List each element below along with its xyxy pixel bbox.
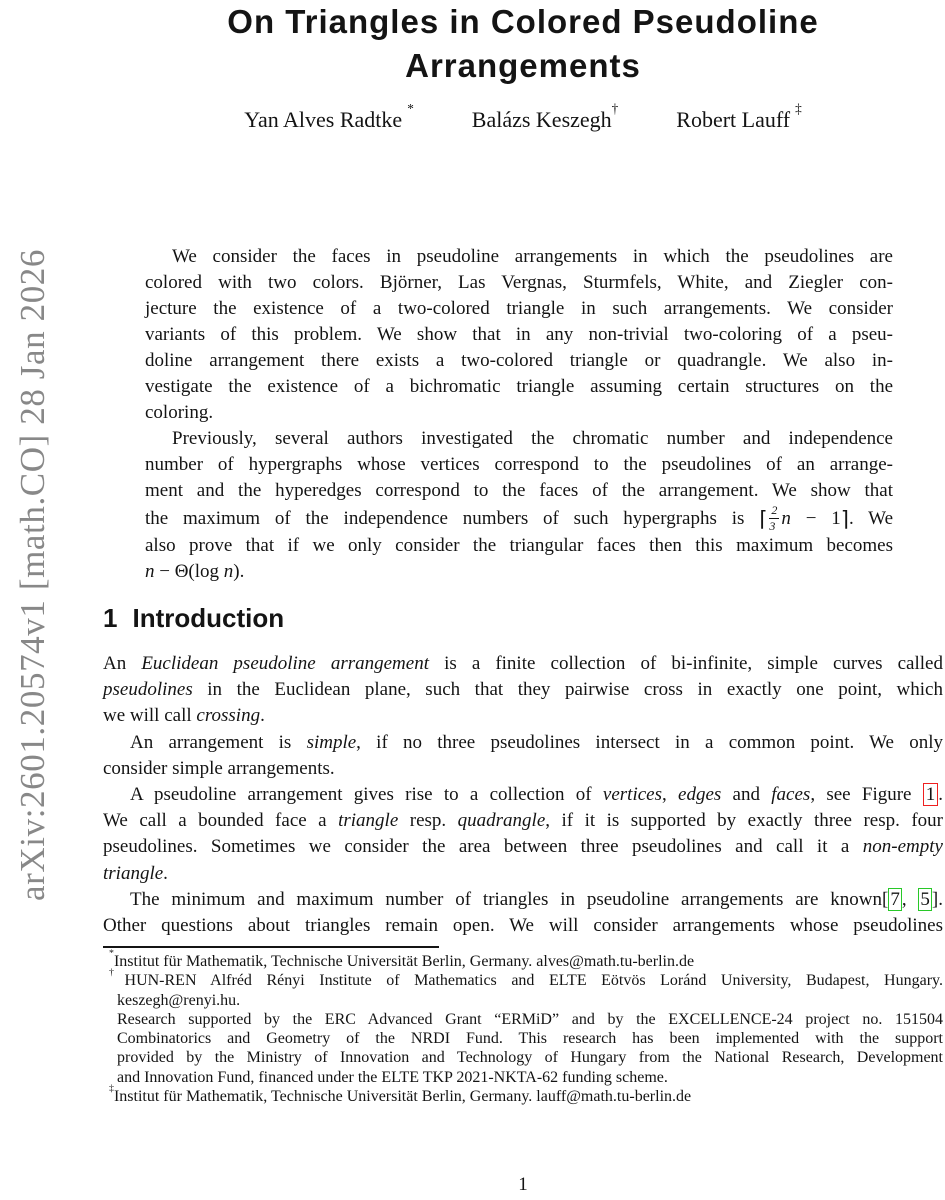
term-quadrangle: quadrangle bbox=[457, 810, 546, 832]
paragraph-line: triangle. bbox=[103, 862, 168, 884]
fraction-denominator: 3 bbox=[769, 519, 776, 534]
footnote-line: †HUN-REN Alfréd Rényi Institute of Mathematics and ELTE Eötvös Loránd University, Budapest, Hungary. bbox=[109, 967, 944, 990]
paragraph-line: Other questions about triangles remain open. We will consider arrangements whose pseudolines bbox=[103, 915, 943, 937]
figure-1-link[interactable]: 1 bbox=[923, 783, 939, 806]
abstract-line: variants of this problem. We show that in any non-trivial two-coloring of a pseu- bbox=[145, 324, 893, 345]
abstract-line: vestigate the existence of a bichromatic triangle assuming certain structures on the bbox=[145, 376, 893, 397]
footnotes bbox=[103, 947, 944, 1106]
author-2 bbox=[471, 100, 619, 133]
page-number: 1 bbox=[518, 1174, 528, 1195]
abstract-line: ment and the hyperedges correspond to the faces of the arrangement. We show that bbox=[145, 480, 893, 501]
term-vertices: vertices bbox=[602, 784, 662, 806]
math-theta-log: − Θ(log bbox=[154, 561, 224, 583]
math-tail: ). bbox=[233, 561, 245, 583]
fraction-numerator: 2 bbox=[769, 504, 779, 519]
author-1-name: Yan Alves Radtke bbox=[244, 107, 403, 132]
author-list bbox=[103, 100, 943, 133]
paper-title bbox=[103, 0, 943, 88]
right-ceiling-symbol: ⌉ bbox=[840, 507, 849, 532]
paragraph-line: we will call crossing. bbox=[103, 705, 265, 727]
paragraph-line: An Euclidean pseudoline arrangement is a finite collection of bi-infinite, simple curves called bbox=[103, 653, 943, 674]
left-ceiling-symbol: ⌈ bbox=[759, 507, 768, 532]
section-title: Introduction bbox=[132, 603, 285, 633]
term-non-empty: non-empty bbox=[862, 836, 943, 858]
abstract bbox=[145, 244, 893, 585]
term-triangle: triangle bbox=[338, 810, 399, 832]
paragraph-line: An arrangement is simple, if no three pseudolines intersect in a common point. We only bbox=[130, 731, 943, 753]
term-edges: edges bbox=[678, 784, 722, 806]
math-variable-n: n bbox=[145, 561, 155, 583]
section-heading-introduction bbox=[103, 603, 284, 634]
paragraph-line: The minimum and maximum number of triangles in pseudoline arrangements are known[ 7 , 5 ]. bbox=[130, 888, 943, 910]
abstract-line-math bbox=[145, 504, 893, 533]
footnote-line: Combinatorics and Geometry of the NRDI Fund. This research has been implemented with the support bbox=[117, 1030, 943, 1048]
footnote-line: ‡Institut für Mathematik, Technische Universität Berlin, Germany. lauff@math.tu-berlin.de bbox=[109, 1082, 692, 1106]
term-simple: simple bbox=[306, 731, 357, 753]
arxiv-watermark: arXiv:2601.20574v1 [math.CO] 28 Jan 2026 bbox=[13, 249, 52, 901]
abstract-line: We consider the faces in pseudoline arrangements in which the pseudolines are bbox=[172, 246, 893, 267]
term-crossing: crossing bbox=[196, 705, 261, 727]
paragraph-line: pseudolines in the Euclidean plane, such that they pairwise cross in exactly one point, which bbox=[103, 679, 943, 701]
term-faces: faces bbox=[771, 784, 811, 806]
math-minus-one: − 1 bbox=[790, 508, 841, 530]
paragraph-line: A pseudoline arrangement gives rise to a collection of vertices, edges and faces, see Figure 1 . bbox=[130, 784, 944, 806]
abstract-line: doline arrangement there exists a two-colored triangle or quadrangle. We also in- bbox=[145, 350, 893, 371]
abstract-line: number of hypergraphs whose vertices correspond to the pseudolines of an arrange- bbox=[145, 454, 893, 475]
footnote-line: provided by the Ministry of Innovation and Technology of Hungary from the National Research, Development bbox=[117, 1049, 943, 1067]
abstract-math-text: the maximum of the independence numbers of such hypergraphs is bbox=[145, 508, 760, 530]
introduction-text bbox=[103, 651, 943, 939]
paper-title-line-2: Arrangements bbox=[405, 47, 641, 84]
author-3 bbox=[676, 100, 802, 133]
abstract-math-tail: . We bbox=[848, 508, 893, 530]
paper-title-line-1: On Triangles in Colored Pseudoline bbox=[227, 3, 819, 40]
math-variable-n: n bbox=[223, 561, 234, 583]
paragraph-line: We call a bounded face a triangle resp. quadrangle, if it is supported by exactly three resp. four bbox=[103, 810, 943, 832]
author-2-name: Balázs Keszegh bbox=[471, 107, 612, 132]
abstract-line: jecture the existence of a two-colored triangle in such arrangements. We consider bbox=[145, 298, 893, 319]
footnote-rule bbox=[103, 946, 439, 948]
author-1 bbox=[244, 100, 414, 133]
abstract-line: coloring. bbox=[145, 402, 214, 423]
author-1-footnote-mark: * bbox=[407, 100, 414, 116]
term-triangle: triangle bbox=[103, 862, 164, 884]
footnote-mark-asterisk: * bbox=[109, 947, 114, 959]
footnote-mark-double-dagger: ‡ bbox=[109, 1082, 114, 1094]
footnote-line: Research supported by the ERC Advanced Grant “ERMiD” and by the EXCELLENCE-24 project no. 151504 bbox=[117, 1010, 943, 1028]
footnote-mark-dagger: † bbox=[109, 967, 125, 979]
term-pseudolines: pseudolines bbox=[103, 679, 193, 701]
footnote-line: and Innovation Fund, financed under the ELTE TKP 2021-NKTA-62 funding scheme. bbox=[117, 1068, 668, 1086]
footnote-line: keszegh@renyi.hu. bbox=[117, 991, 241, 1009]
abstract-line: colored with two colors. Björner, Las Vergnas, Sturmfels, White, and Ziegler con- bbox=[145, 272, 893, 293]
section-number: 1 bbox=[103, 603, 118, 633]
fraction-two-thirds bbox=[769, 504, 779, 533]
abstract-line: Previously, several authors investigated the chromatic number and independence bbox=[172, 428, 893, 449]
citation-7-link[interactable]: 7 bbox=[890, 888, 900, 910]
term-euclidean-pseudoline-arrangement: Euclidean pseudoline arrangement bbox=[141, 653, 429, 674]
math-variable-n: n bbox=[781, 508, 791, 530]
author-2-footnote-mark: † bbox=[611, 100, 619, 116]
paragraph-line: consider simple arrangements. bbox=[103, 757, 335, 779]
footnote-line: *Institut für Mathematik, Technische Universität Berlin, Germany. alves@math.tu-berlin.de bbox=[109, 947, 695, 970]
author-3-footnote-mark: ‡ bbox=[795, 100, 802, 116]
abstract-line-math bbox=[145, 559, 893, 585]
citation-5-link[interactable]: 5 bbox=[920, 888, 930, 910]
author-3-name: Robert Lauff bbox=[676, 107, 791, 132]
abstract-line: also prove that if we only consider the triangular faces then this maximum becomes bbox=[145, 535, 893, 557]
paragraph-line: pseudolines. Sometimes we consider the area between three pseudolines and call it a non-empty bbox=[103, 836, 943, 858]
